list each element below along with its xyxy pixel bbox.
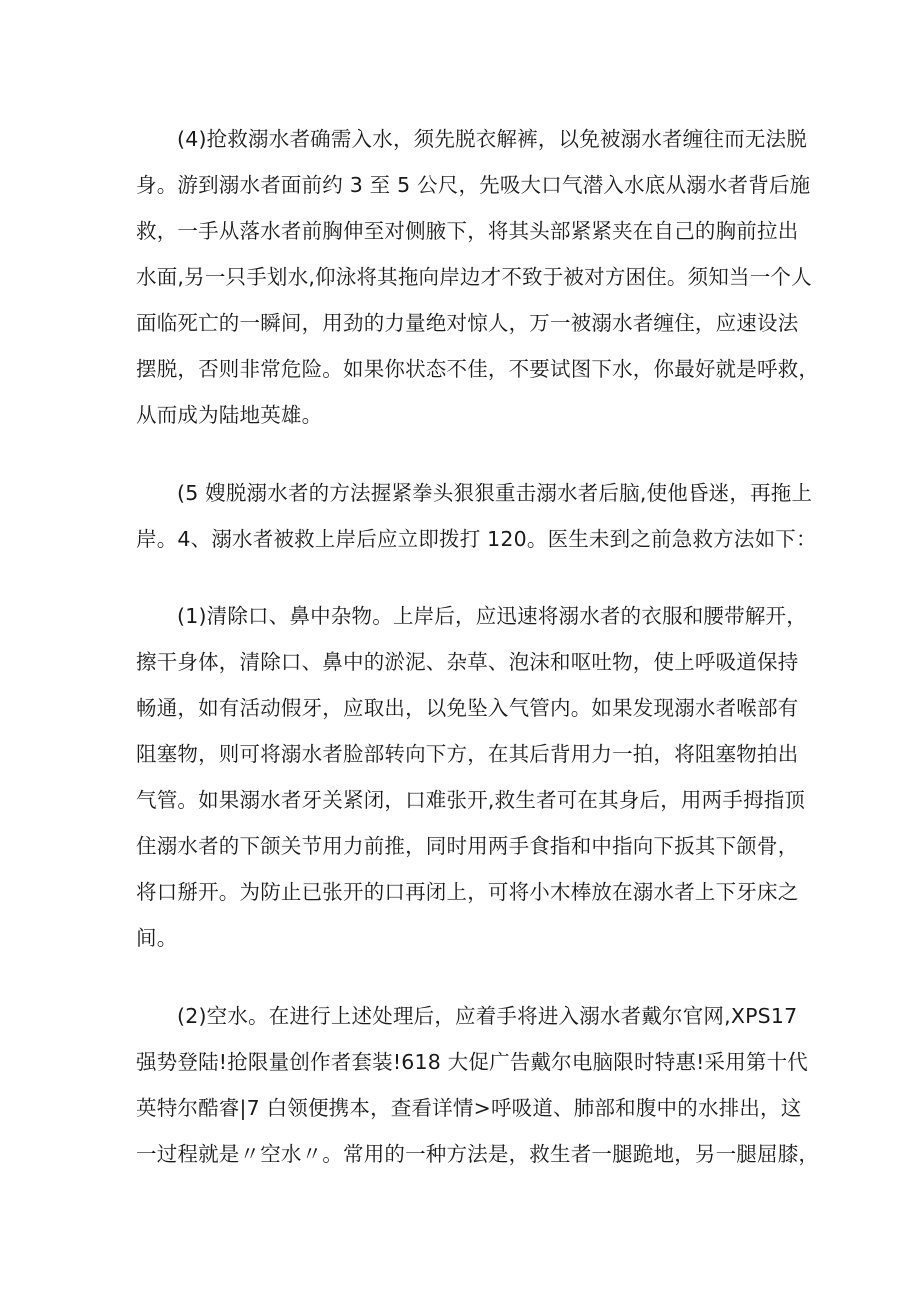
paragraph-line: 间。 (136, 926, 178, 950)
paragraph-line: 一过程就是〃空水〃。常用的一种方法是，救生者一腿跪地，另一腿屈膝， (136, 1142, 820, 1166)
paragraph-line: 摆脱，否则非常危险。如果你状态不佳，不要试图下水，你最好就是呼救， (136, 357, 820, 381)
paragraph-line: 住溺水者的下颌关节用力前推，同时用两手食指和中指向下扳其下颌骨， (136, 834, 799, 858)
paragraph-line: 身。游到溺水者面前约 3 至 5 公尺，先吸大口气潜入水底从溺水者背后施 (136, 173, 811, 197)
paragraph-line: 气管。如果溺水者牙关紧闭，口难张开,救生者可在其身后，用两手拇指顶 (136, 788, 806, 812)
paragraph-line: 从而成为陆地英雄。 (136, 403, 323, 427)
paragraph-line: (2)空水。在进行上述处理后，应着手将进入溺水者戴尔官网,XPS17 (177, 1004, 798, 1028)
paragraph-line: 岸。4、溺水者被救上岸后应立即拨打 120。医生未到之前急救方法如下： (136, 527, 817, 551)
paragraph-line: (5 嫂脱溺水者的方法握紧拳头狠狠重击溺水者后脑,使他昏迷，再拖上 (177, 481, 813, 505)
paragraph-line: 强势登陆!抢限量创作者套装!618 大促广告戴尔电脑限时特惠!采用第十代 (136, 1050, 808, 1074)
paragraph-line: 救，一手从落水者前胸伸至对侧腋下，将其头部紧紧夹在自己的胸前拉出 (136, 219, 799, 243)
paragraph-line: 畅通，如有活动假牙，应取出，以免坠入气管内。如果发现溺水者喉部有 (136, 696, 799, 720)
paragraph-line: 阻塞物，则可将溺水者脸部转向下方，在其后背用力一拍，将阻塞物拍出 (136, 742, 799, 766)
paragraph-line: 擦干身体，清除口、鼻中的淤泥、杂草、泡沫和呕吐物，使上呼吸道保持 (136, 650, 799, 674)
paragraph-line: 水面,另一只手划水,仰泳将其拖向岸边才不致于被对方困住。须知当一个人 (136, 265, 812, 289)
paragraph-line: 将口掰开。为防止已张开的口再闭上，可将小木棒放在溺水者上下牙床之 (136, 880, 799, 904)
paragraph-line: (4)抢救溺水者确需入水，须先脱衣解裤，以免被溺水者缠往而无法脱 (177, 127, 807, 151)
paragraph-line: 英特尔酷睿|7 白领便携本，查看详情>呼吸道、肺部和腹中的水排出，这 (136, 1096, 802, 1120)
paragraph-line: 面临死亡的一瞬间，用劲的力量绝对惊人，万一被溺水者缠住，应速设法 (136, 311, 799, 335)
paragraph-line: (1)清除口、鼻中杂物。上岸后，应迅速将溺水者的衣服和腰带解开， (177, 604, 807, 628)
